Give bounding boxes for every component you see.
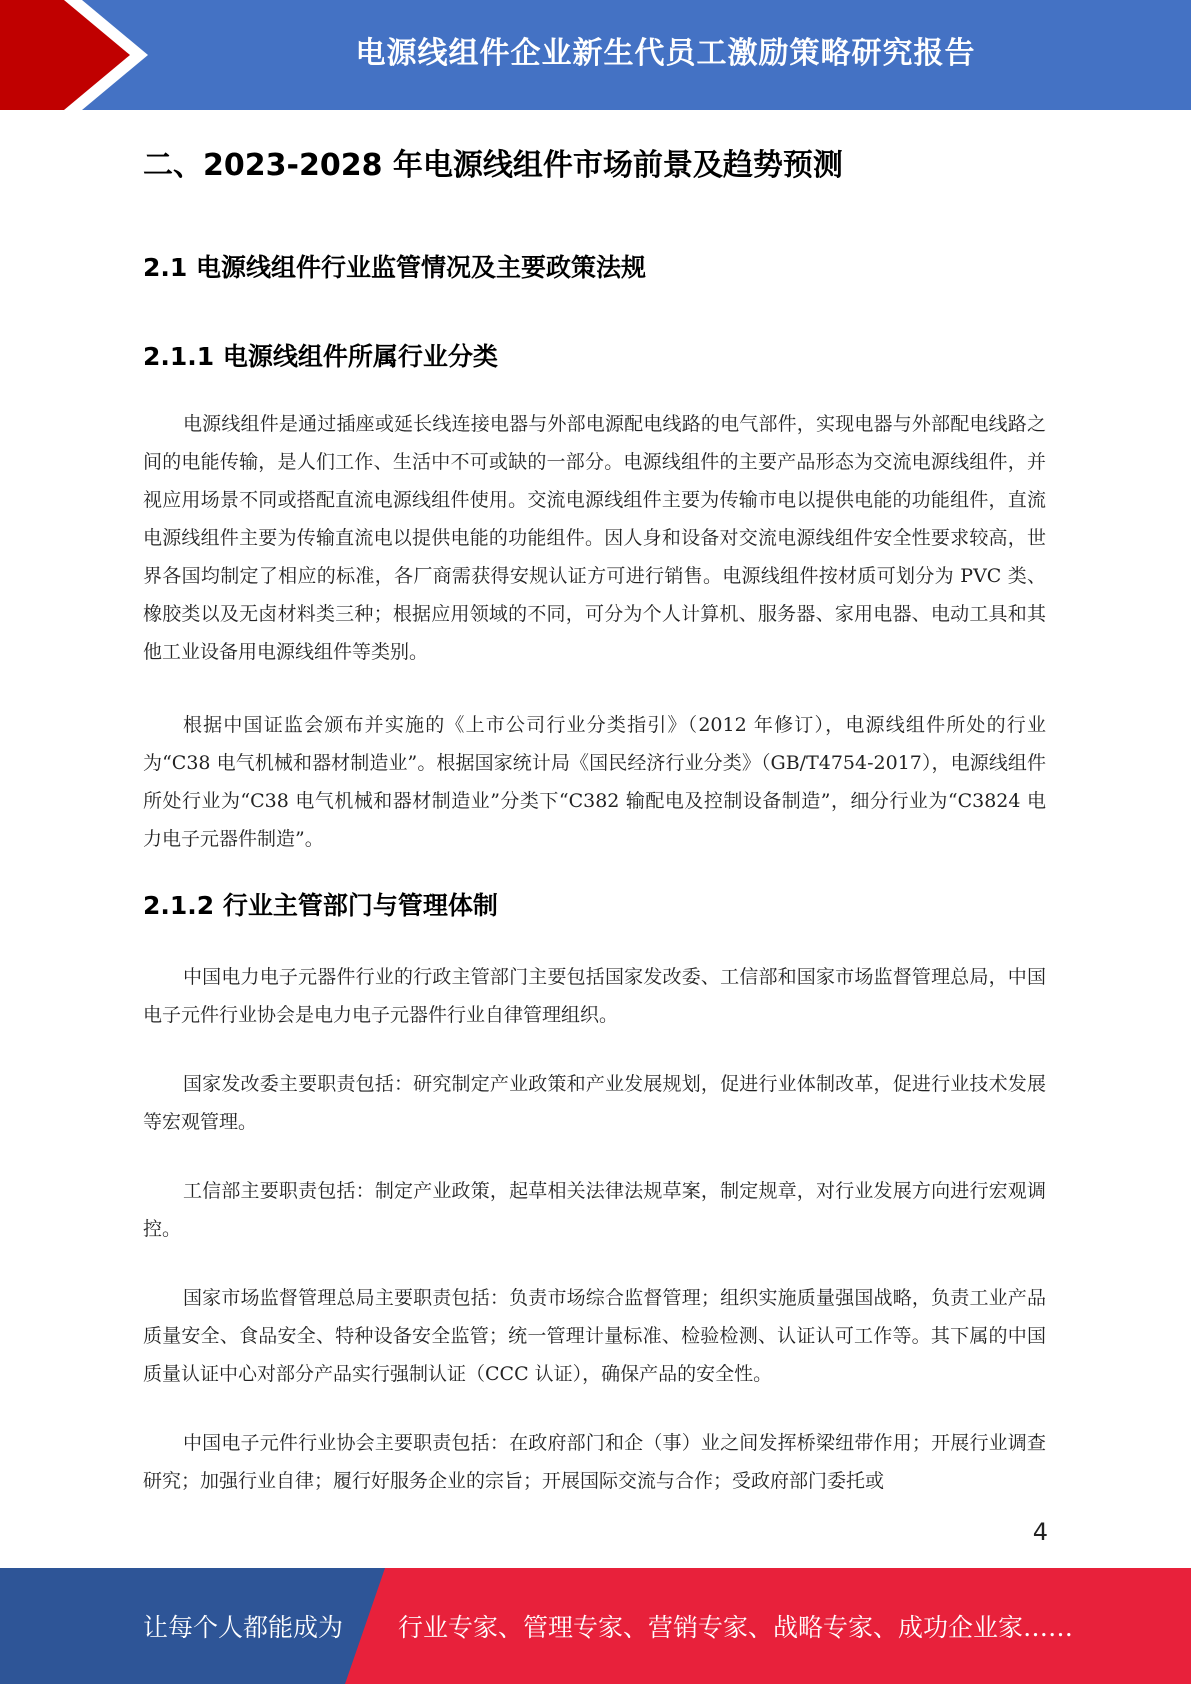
paragraph: 中国电力电子元器件行业的行政主管部门主要包括国家发改委、工信部和国家市场监督管理总局，中国电子元件行业协会是电力电子元器件行业自律管理组织。 bbox=[143, 966, 1046, 1026]
footer-slogan-right: 行业专家、管理专家、营销专家、战略专家、成功企业家…… bbox=[398, 1613, 1074, 1642]
sub-heading-regulatory-authorities: 2.1.2 行业主管部门与管理体制 bbox=[143, 891, 498, 920]
sub-heading-industry-classification: 2.1.1 电源线组件所属行业分类 bbox=[143, 342, 498, 371]
paragraph: 国家市场监督管理总局主要职责包括：负责市场综合监督管理；组织实施质量强国战略，负责工业产品质量安全、食品安全、特种设备安全监管；统一管理计量标准、检验检测、认证认可工作等。其下属的中国质量认证中心对部分产品实行强制认证（CCC 认证），确保产品的安全性。 bbox=[143, 1287, 1046, 1385]
page-number: 4 bbox=[1032, 1518, 1048, 1546]
subsection-heading: 2.1 电源线组件行业监管情况及主要政策法规 bbox=[143, 253, 646, 282]
page-header bbox=[0, 0, 1191, 110]
footer-slogan-left: 让每个人都能成为 bbox=[143, 1613, 344, 1642]
paragraph: 国家发改委主要职责包括：研究制定产业政策和产业发展规划，促进行业体制改革，促进行业技术发展等宏观管理。 bbox=[143, 1073, 1046, 1133]
paragraph: 工信部主要职责包括：制定产业政策，起草相关法律法规草案，制定规章，对行业发展方向进行宏观调控。 bbox=[143, 1180, 1046, 1240]
paragraph: 中国电子元件行业协会主要职责包括：在政府部门和企（事）业之间发挥桥梁纽带作用；开展行业调查研究；加强行业自律；履行好服务企业的宗旨；开展国际交流与合作；受政府部门委托或 bbox=[143, 1432, 1046, 1492]
paragraph: 电源线组件是通过插座或延长线连接电器与外部电源配电线路的电气部件，实现电器与外部配电线路之间的电能传输，是人们工作、生活中不可或缺的一部分。电源线组件的主要产品形态为交流电源线组件，并视应用场景不同或搭配直流电源线组件使用。交流电源线组件主要为传输市电以提供电能的功能组件，直流电源线组件主要为传输直流电以提供电能的功能组件。因人身和设备对交流电源线组件安全性要求较高，世界各国均制定了相应的标准，各厂商需获得安规认证方可进行销售。电源线组件按材质可划分为 PVC 类、橡胶类以及无卤材料类三种；根据应用领域的不同，可分为个人计算机、服务器、家用电器、电动工具和其他工业设备用电源线组件等类别。 bbox=[143, 413, 1046, 663]
page-footer bbox=[0, 1568, 1191, 1684]
section-heading: 二、2023-2028 年电源线组件市场前景及趋势预测 bbox=[143, 148, 843, 183]
paragraph: 根据中国证监会颁布并实施的《上市公司行业分类指引》（2012 年修订），电源线组件所处的行业为“C38 电气机械和器材制造业”。根据国家统计局《国民经济行业分类》（GB/T4754-2017），电源线组件所处行业为“C38 电气机械和器材制造业”分类下“C382 输配电及控制设备制造”，细分行业为“C3824 电力电子元器件制造”。 bbox=[143, 714, 1046, 850]
header-title: 电源线组件企业新生代员工激励策略研究报告 bbox=[355, 36, 976, 71]
